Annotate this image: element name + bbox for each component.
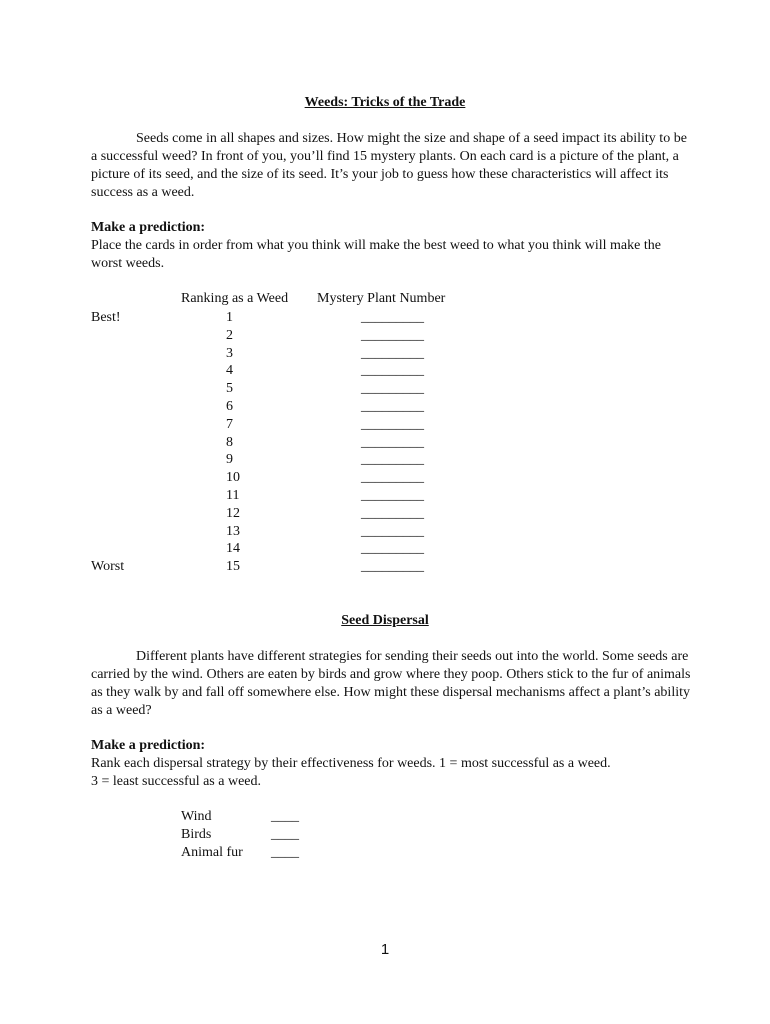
plant-number-blank[interactable]: _________ (361, 416, 424, 432)
strategy-label: Birds (181, 827, 212, 842)
rank-number: 8 (226, 434, 233, 450)
plant-number-blank[interactable]: _________ (361, 470, 424, 486)
strategy-label: Wind (181, 809, 212, 824)
rank-number: 11 (226, 488, 240, 503)
strategy-rank-blank[interactable]: ____ (271, 827, 299, 842)
plant-number-blank[interactable]: _________ (361, 434, 424, 450)
plant-number-blank[interactable]: _________ (361, 541, 424, 557)
rank-number: 15 (226, 559, 240, 575)
plant-number-blank[interactable]: _________ (361, 452, 424, 468)
plant-number-blank[interactable]: _________ (361, 559, 424, 575)
rank-number: 5 (226, 381, 233, 397)
column-header-ranking: Ranking as a Weed (181, 291, 289, 306)
dispersal-text: Different plants have different strategies for sending their seeds out into the world. Some seeds are carried by the wind. Others are eaten by birds and grow where they poop. Others stick to the fur of animals as they walk by and fall off somewhere else. How might these dispersal mechanisms affect a plant’s ability as a weed? (91, 649, 691, 718)
plant-number-blank[interactable]: _________ (361, 505, 424, 521)
rank-number: 2 (226, 327, 233, 343)
best-label: Best! (91, 310, 121, 325)
intro-paragraph (91, 130, 691, 202)
dispersal-instructions-line2: 3 = least successful as a weed. (91, 774, 262, 789)
column-header-plant-number: Mystery Plant Number (317, 291, 446, 306)
strategy-label: Animal fur (181, 845, 243, 860)
dispersal-instructions-line1: Rank each dispersal strategy by their effectiveness for weeds. 1 = most successful as a weed. (91, 756, 611, 771)
worst-label: Worst (91, 559, 125, 574)
rank-number: 6 (226, 399, 233, 414)
page-number: 1 (380, 941, 390, 958)
rank-number: 3 (226, 345, 233, 361)
dispersal-prediction-heading: Make a prediction: (91, 738, 206, 753)
strategy-rank-blank[interactable]: ____ (271, 809, 299, 824)
plant-number-blank[interactable]: _________ (361, 310, 424, 325)
strategy-rank-blank[interactable]: ____ (271, 845, 299, 860)
rank-number: 1 (226, 310, 233, 325)
plant-number-blank[interactable]: _________ (361, 363, 424, 379)
rank-number: 13 (226, 523, 240, 539)
dispersal-paragraph (91, 648, 691, 720)
plant-number-blank[interactable]: _________ (361, 381, 424, 397)
plant-number-blank[interactable]: _________ (361, 345, 424, 361)
page-title: Weeds: Tricks of the Trade (304, 95, 466, 110)
plant-number-blank[interactable]: _________ (361, 523, 424, 539)
plant-number-blank[interactable]: _________ (361, 399, 424, 414)
rank-number: 9 (226, 452, 233, 468)
plant-number-blank[interactable]: _________ (361, 488, 424, 503)
section-title-seed-dispersal: Seed Dispersal (341, 613, 429, 628)
prediction-heading: Make a prediction: (91, 220, 206, 235)
rank-number: 7 (226, 416, 233, 432)
intro-text: Seeds come in all shapes and sizes. How might the size and shape of a seed impact its ability to be a successful weed? In front of you, you’ll find 15 mystery plants. On each card is a picture of the plant, a picture of its seed, and the size of its seed. It’s your job to guess how these characteristics will affect its success as a weed. (91, 131, 687, 200)
prediction-instructions: Place the cards in order from what you think will make the best weed to what you think will make the worst weeds. (91, 238, 661, 271)
rank-number: 10 (226, 470, 240, 486)
rank-number: 4 (226, 363, 233, 379)
plant-number-blank[interactable]: _________ (361, 327, 424, 343)
rank-number: 12 (226, 505, 240, 521)
rank-number: 14 (226, 541, 240, 557)
